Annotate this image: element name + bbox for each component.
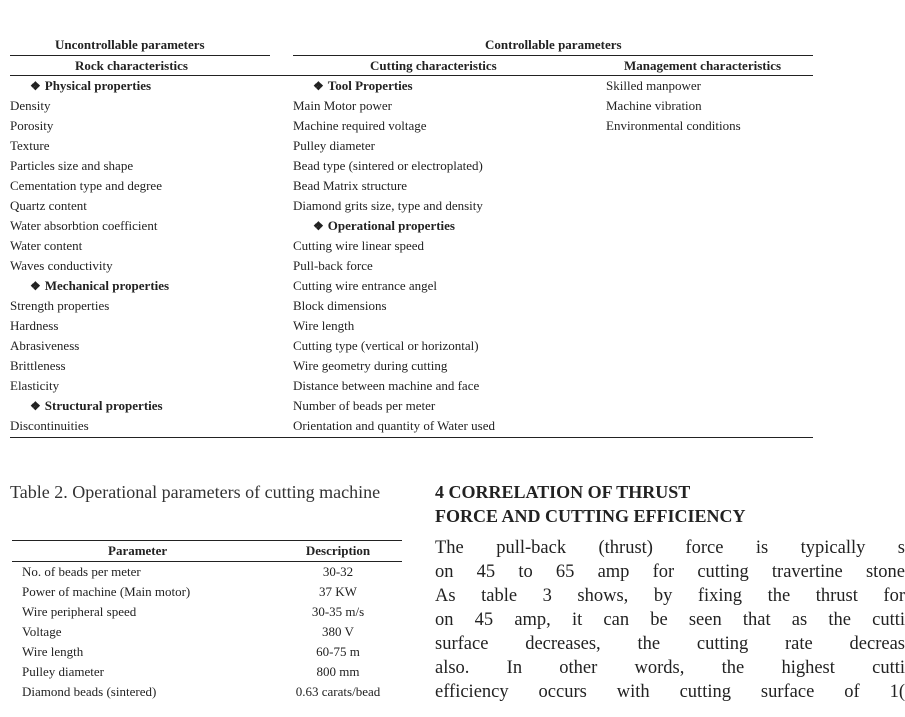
description-cell: 0.63 carats/bead bbox=[295, 684, 381, 699]
parameter-item: Environmental conditions bbox=[606, 118, 741, 133]
parameter-item: Wire geometry during cutting bbox=[293, 358, 448, 373]
parameter-cell: Wire length bbox=[22, 644, 84, 659]
parameter-item: Machine vibration bbox=[606, 98, 702, 113]
parameter-item: Texture bbox=[10, 138, 50, 153]
subsection-heading bbox=[10, 276, 169, 296]
parameter-item: Skilled manpower bbox=[606, 78, 701, 93]
subsection-label: Tool Properties bbox=[327, 78, 413, 93]
parameter-item: Bead Matrix structure bbox=[293, 178, 408, 193]
management-characteristics-column bbox=[606, 76, 741, 136]
table-row bbox=[12, 642, 402, 662]
parameter-item: Block dimensions bbox=[293, 298, 387, 313]
parameter-item: Distance between machine and face bbox=[293, 378, 480, 393]
parameter-item: Cutting type (vertical or horizontal) bbox=[293, 338, 479, 353]
subsection-heading bbox=[10, 396, 169, 416]
section-heading-line-1: 4 CORRELATION OF THRUST bbox=[435, 482, 691, 502]
description-cell: 380 V bbox=[322, 624, 354, 639]
cutting-characteristics-column bbox=[293, 76, 495, 436]
parameter-item: Quartz content bbox=[10, 198, 87, 213]
diamond-bullet-icon: ❖ bbox=[313, 79, 324, 93]
body-text-line: efficiency occurs with cutting surface of 1( bbox=[435, 682, 905, 702]
description-cell: 37 KW bbox=[319, 584, 357, 599]
table-row bbox=[12, 682, 402, 702]
body-text-line: As table 3 shows, by fixing the thrust for bbox=[435, 586, 905, 606]
description-cell: 30-35 m/s bbox=[311, 604, 365, 619]
parameter-item: Waves conductivity bbox=[10, 258, 113, 273]
parameter-cell: Power of machine (Main motor) bbox=[22, 584, 191, 599]
table2-header-description: Description bbox=[305, 543, 371, 558]
table-row bbox=[12, 562, 402, 582]
table1-bottom-rule bbox=[10, 437, 813, 438]
parameter-item: Diamond grits size, type and density bbox=[293, 198, 483, 213]
parameter-item: Strength properties bbox=[10, 298, 110, 313]
parameter-item: Pulley diameter bbox=[293, 138, 375, 153]
diamond-bullet-icon: ❖ bbox=[30, 399, 41, 413]
parameter-item: Discontinuities bbox=[10, 418, 89, 433]
parameter-item: Particles size and shape bbox=[10, 158, 134, 173]
parameter-item: Cutting wire linear speed bbox=[293, 238, 425, 253]
parameter-cell: No. of beads per meter bbox=[22, 564, 141, 579]
parameter-cell: Voltage bbox=[22, 624, 62, 639]
body-text-line: on 45 amp, it can be seen that as the cutti bbox=[435, 610, 905, 630]
subsection-heading bbox=[10, 76, 169, 96]
subsection-label: Mechanical properties bbox=[44, 278, 170, 293]
table-row bbox=[12, 602, 402, 622]
table2-caption: Table 2. Operational parameters of cutting machine bbox=[10, 482, 381, 502]
subsection-heading bbox=[293, 76, 495, 96]
table2-header-parameter: Parameter bbox=[108, 543, 168, 558]
body-text-line: The pull-back (thrust) force is typically s bbox=[435, 538, 905, 558]
uncontrollable-group-header: Uncontrollable parameters bbox=[55, 37, 205, 52]
rock-characteristics-header: Rock characteristics bbox=[75, 58, 188, 73]
table-row bbox=[12, 622, 402, 642]
description-cell: 30-32 bbox=[322, 564, 354, 579]
parameter-item: Elasticity bbox=[10, 378, 60, 393]
table2-header-row bbox=[12, 541, 402, 561]
diamond-bullet-icon: ❖ bbox=[313, 219, 324, 233]
rock-characteristics-column bbox=[10, 76, 169, 436]
subsection-label: Physical properties bbox=[44, 78, 152, 93]
section-body-text bbox=[435, 536, 905, 702]
parameter-cell: Pulley diameter bbox=[22, 664, 104, 679]
subsection-label: Structural properties bbox=[44, 398, 163, 413]
parameter-item: Water content bbox=[10, 238, 83, 253]
table-row bbox=[12, 662, 402, 682]
parameter-cell: Wire peripheral speed bbox=[22, 604, 137, 619]
table-row bbox=[12, 582, 402, 602]
body-text-line: on 45 to 65 amp for cutting travertine stone bbox=[435, 562, 905, 582]
parameter-item: Cutting wire entrance angel bbox=[293, 278, 438, 293]
parameter-item: Pull-back force bbox=[293, 258, 373, 273]
subsection-label: Operational properties bbox=[327, 218, 455, 233]
parameter-item: Hardness bbox=[10, 318, 59, 333]
body-text-line: also. In other words, the highest cutti bbox=[435, 658, 905, 678]
section-heading-line-2: FORCE AND CUTTING EFFICIENCY bbox=[435, 506, 746, 526]
parameter-item: Cementation type and degree bbox=[10, 178, 162, 193]
parameter-item: Density bbox=[10, 98, 51, 113]
section-heading bbox=[435, 480, 825, 528]
parameter-item: Orientation and quantity of Water used bbox=[293, 418, 495, 433]
parameter-item: Number of beads per meter bbox=[293, 398, 436, 413]
parameter-item: Bead type (sintered or electroplated) bbox=[293, 158, 483, 173]
parameter-item: Main Motor power bbox=[293, 98, 392, 113]
parameter-item: Abrasiveness bbox=[10, 338, 80, 353]
parameter-item: Brittleness bbox=[10, 358, 66, 373]
parameter-cell: Diamond beads (sintered) bbox=[22, 684, 157, 699]
management-characteristics-header: Management characteristics bbox=[624, 58, 782, 73]
diamond-bullet-icon: ❖ bbox=[30, 279, 41, 293]
diamond-bullet-icon: ❖ bbox=[30, 79, 41, 93]
parameter-item: Water absorbtion coefficient bbox=[10, 218, 158, 233]
description-cell: 800 mm bbox=[316, 664, 360, 679]
body-text-line: surface decreases, the cutting rate decreas bbox=[435, 634, 905, 654]
description-cell: 60-75 m bbox=[316, 644, 360, 659]
cutting-characteristics-header: Cutting characteristics bbox=[370, 58, 497, 73]
parameter-item: Porosity bbox=[10, 118, 54, 133]
controllable-group-header: Controllable parameters bbox=[485, 37, 622, 52]
subsection-heading bbox=[293, 216, 495, 236]
parameter-item: Machine required voltage bbox=[293, 118, 427, 133]
parameter-item: Wire length bbox=[293, 318, 355, 333]
